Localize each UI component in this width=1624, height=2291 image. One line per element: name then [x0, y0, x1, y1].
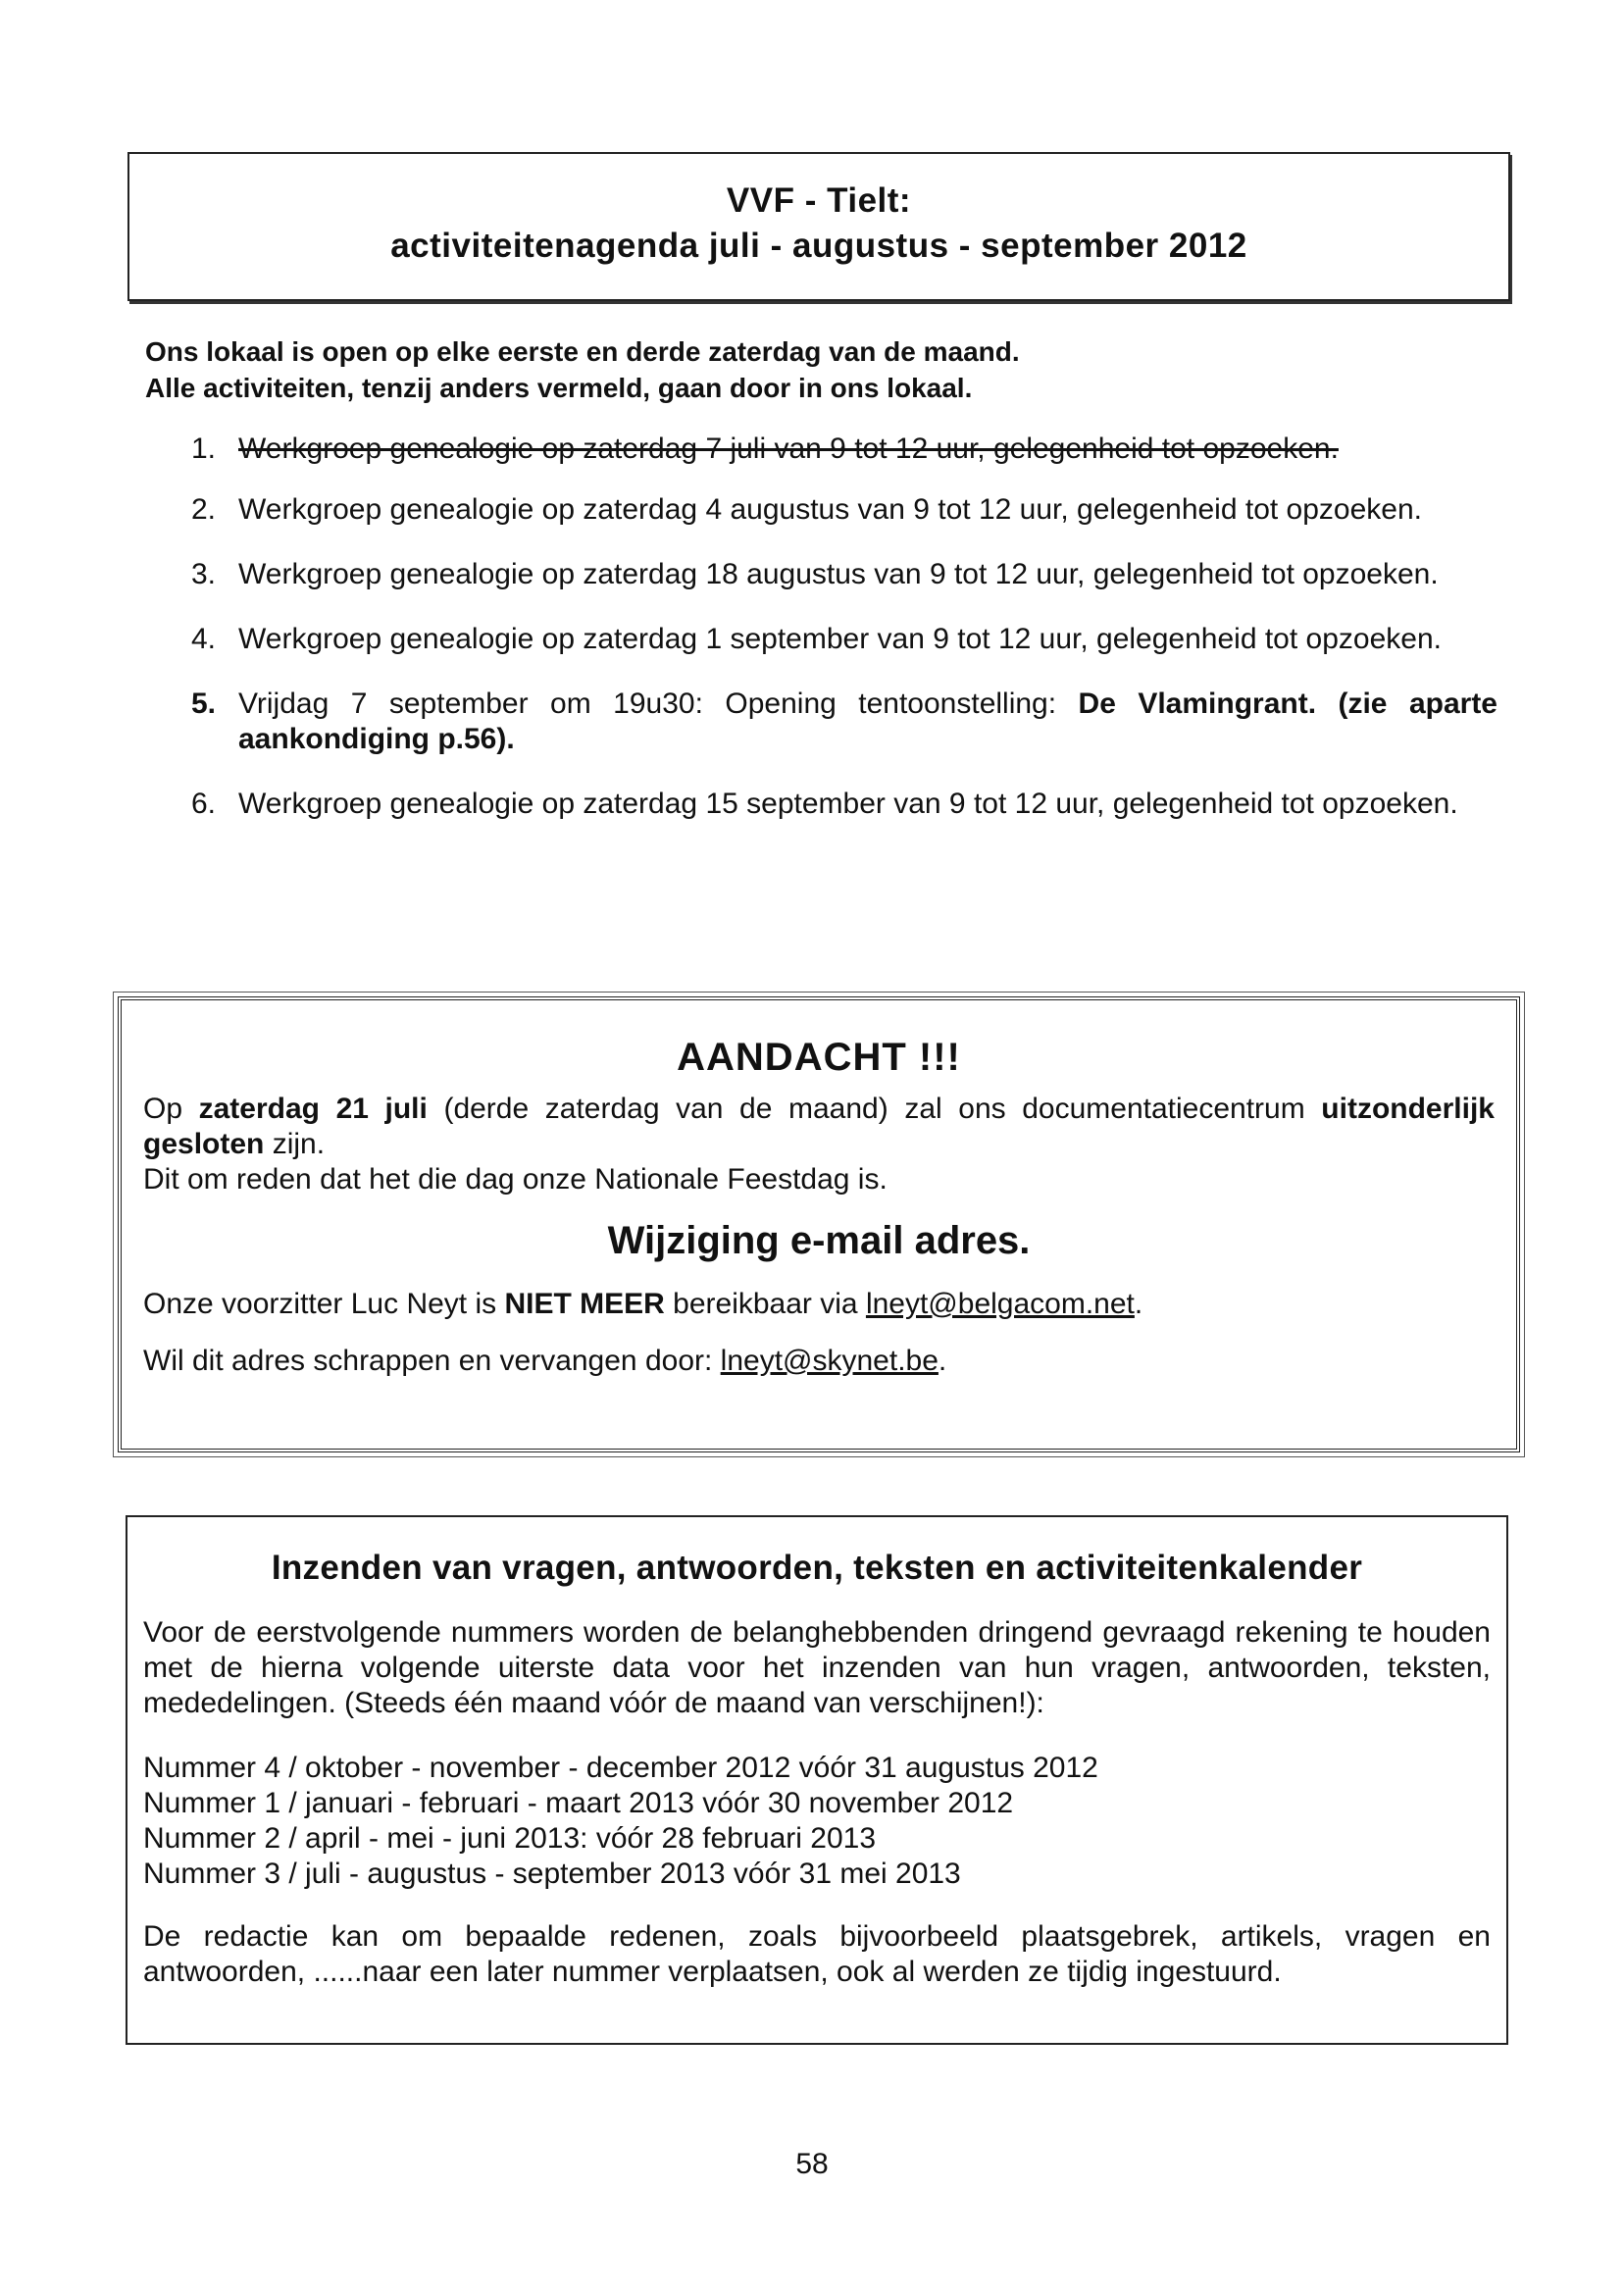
activity-text: Werkgroep genealogie op zaterdag 4 augustus van 9 tot 12 uur, gelegenheid tot opzoeken.: [238, 493, 1423, 526]
activity-item: [191, 622, 1497, 657]
submission-outro: De redactie kan om bepaalde redenen, zoals bijvoorbeeld plaatsgebrek, artikels, vragen en antwoorden, ......naar een later nummer verplaatsen, ook al werden ze tijdig ingestuurd.: [143, 1920, 1491, 1988]
activity-item: [191, 432, 1497, 467]
activity-item: [191, 492, 1497, 528]
page-number: 58: [795, 2148, 829, 2180]
page-title: VVF - Tielt:: [726, 181, 912, 220]
page-subtitle: activiteitenagenda juli - augustus - september 2012: [390, 227, 1247, 265]
submission-intro: Voor de eerstvolgende nummers worden de belanghebbenden dringend gevraagd rekening te houden met de hierna volgende uiterste data voor het inzenden van hun vragen, antwoorden, teksten, mededelingen. (Steeds één maand vóór de maand van verschijnen!):: [143, 1616, 1491, 1719]
text-fragment: (derde zaterdag van de maand) zal ons documentatiecentrum: [427, 1093, 1322, 1125]
deadline-list: [143, 1751, 1491, 1892]
deadline-item: Nummer 1 / januari - februari - maart 2013 vóór 30 november 2012: [143, 1787, 1014, 1819]
new-email-notice: [143, 1344, 1495, 1379]
title-box: [127, 152, 1510, 301]
activity-text: Werkgroep genealogie op zaterdag 15 september van 9 tot 12 uur, gelegenheid tot opzoeken.: [238, 788, 1458, 820]
deadline-item: Nummer 4 / oktober - november - december 2012 vóór 31 augustus 2012: [143, 1752, 1098, 1784]
intro-line-1: Ons lokaal is open op elke eerste en derde zaterdag van de maand.: [145, 336, 1020, 367]
intro-text: [145, 333, 1498, 406]
activity-number: 5.: [191, 687, 217, 720]
closure-reason: Dit om reden dat het die dag onze Nationale Feestdag is.: [143, 1163, 888, 1196]
text-fragment: .: [1134, 1288, 1143, 1320]
activity-text: Werkgroep genealogie op zaterdag 7 juli van 9 tot 12 uur, gelegenheid tot opzoeken.: [238, 433, 1339, 465]
attention-heading: AANDACHT !!!: [677, 1036, 961, 1079]
text-fragment: zijn.: [264, 1128, 326, 1160]
text-fragment: .: [938, 1345, 947, 1377]
closure-date: zaterdag 21 juli: [198, 1093, 428, 1125]
old-email-link[interactable]: lneyt@belgacom.net: [865, 1288, 1135, 1320]
activity-item: [191, 787, 1497, 822]
activity-text: Vrijdag 7 september om 19u30: Opening tentoonstelling:: [238, 687, 1079, 720]
activity-number: 2.: [191, 493, 217, 526]
activity-text: Werkgroep genealogie op zaterdag 1 september van 9 tot 12 uur, gelegenheid tot opzoeken.: [238, 623, 1442, 655]
new-email-link[interactable]: lneyt@skynet.be: [720, 1345, 939, 1377]
no-longer-emphasis: NIET MEER: [504, 1288, 665, 1320]
text-fragment: Op: [143, 1093, 199, 1125]
old-email-notice: [143, 1287, 1495, 1322]
closure-emphasis: uitzonderlijk gesloten: [143, 1093, 1495, 1160]
deadline-item: Nummer 2 / april - mei - juni 2013: vóór 28 februari 2013: [143, 1822, 877, 1855]
activity-number: 3.: [191, 558, 217, 590]
email-change-heading: Wijziging e-mail adres.: [607, 1219, 1031, 1262]
submission-heading: Inzenden van vragen, antwoorden, teksten en activiteitenkalender: [271, 1549, 1363, 1587]
activity-number: 4.: [191, 623, 217, 655]
deadline-item: Nummer 3 / juli - augustus - september 2013 vóór 31 mei 2013: [143, 1858, 961, 1890]
text-fragment: Wil dit adres schrappen en vervangen door:: [143, 1345, 721, 1377]
submission-box: [126, 1515, 1508, 2045]
closure-notice: [143, 1092, 1495, 1162]
activity-item: [191, 687, 1497, 757]
activity-item: [191, 557, 1497, 592]
activity-text: Werkgroep genealogie op zaterdag 18 augustus van 9 tot 12 uur, gelegenheid tot opzoeken.: [238, 558, 1439, 590]
attention-box: [118, 996, 1520, 1452]
activity-list: [191, 432, 1497, 851]
text-fragment: Onze voorzitter Luc Neyt is: [143, 1288, 505, 1320]
activity-number: 6.: [191, 788, 217, 820]
text-fragment: bereikbaar via: [664, 1288, 866, 1320]
intro-line-2: Alle activiteiten, tenzij anders vermeld, gaan door in ons lokaal.: [145, 373, 973, 403]
activity-highlight: De Vlamingrant. (zie aparte aankondiging p.56).: [238, 687, 1497, 755]
activity-number: 1.: [191, 433, 217, 465]
